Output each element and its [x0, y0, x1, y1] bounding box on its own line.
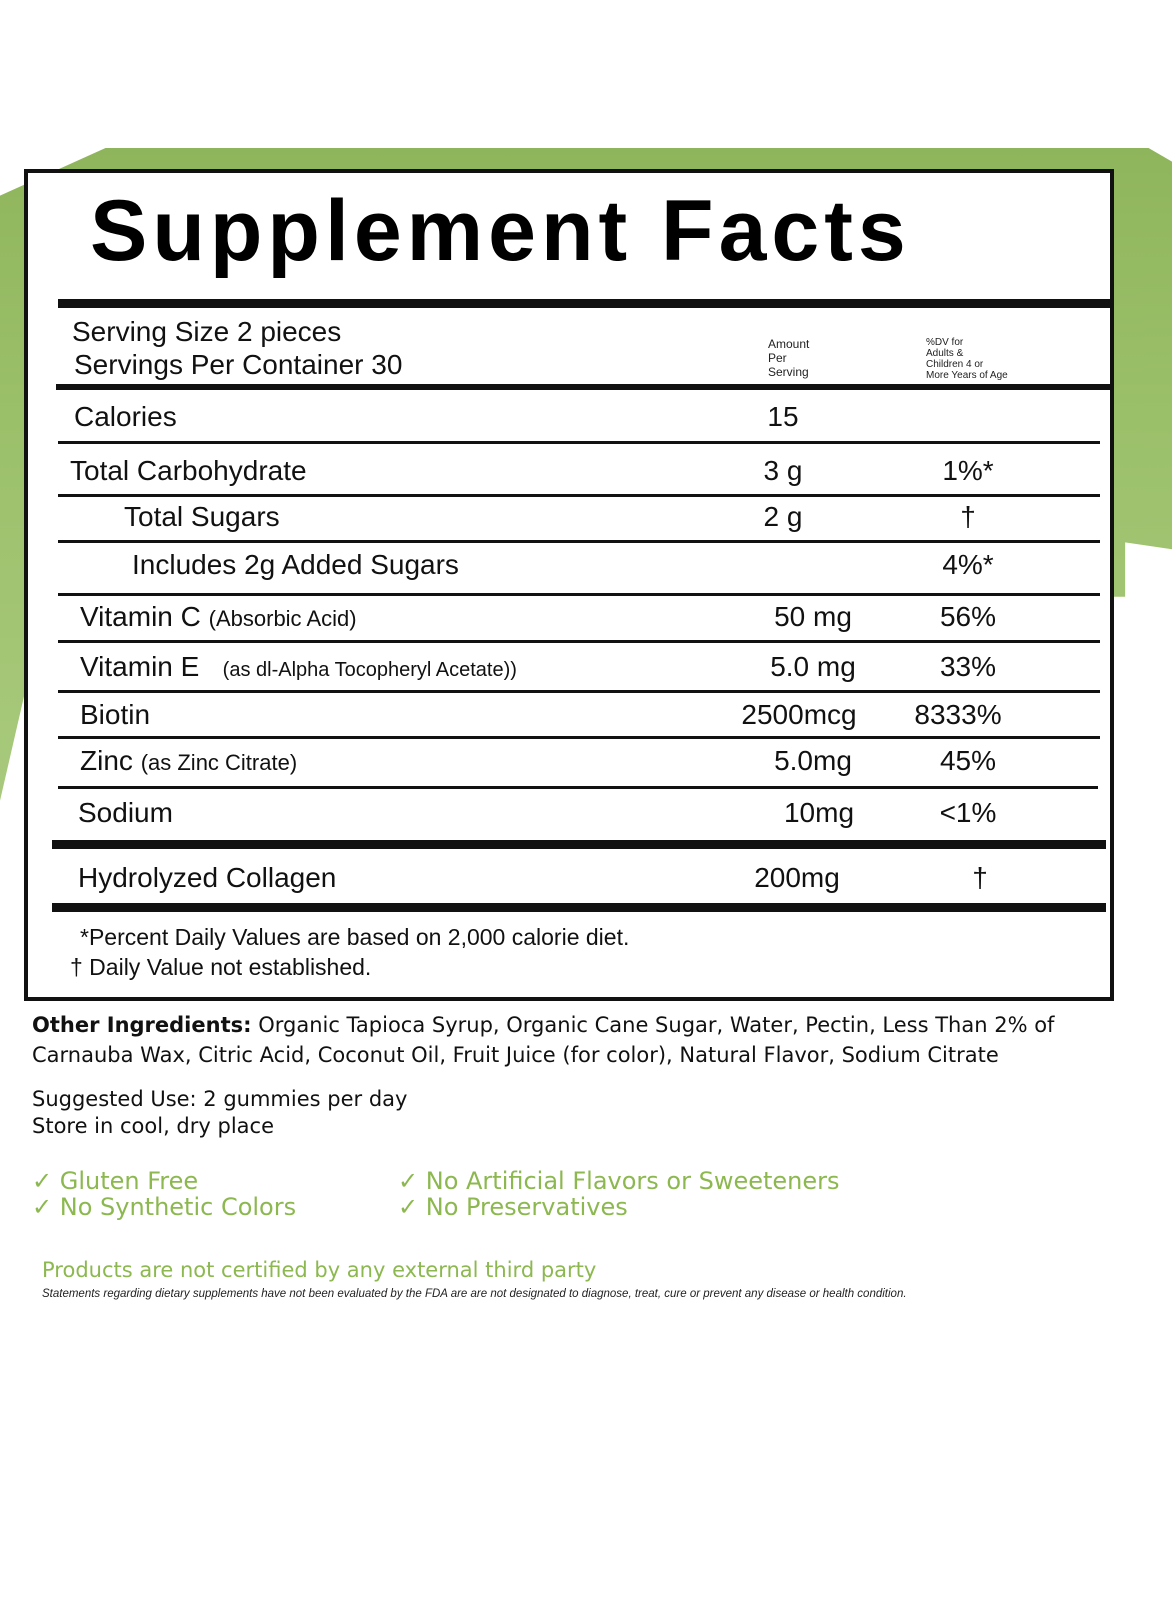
nutrient-amount: 5.0mg	[774, 745, 852, 776]
nutrient-name	[80, 651, 517, 683]
nutrient-name: Sodium	[78, 797, 173, 828]
nutrient-amount: 15	[767, 401, 799, 432]
nutrient-name: Calories	[74, 401, 177, 432]
certification-note: Products are not certified by any external third party	[42, 1258, 597, 1282]
nutrient-row-vitamin-c	[58, 595, 1090, 639]
nutrient-row-total-sugars	[58, 495, 1090, 539]
nutrient-row-total-carbohydrate	[58, 449, 1090, 493]
panel-title: Supplement Facts	[90, 183, 911, 279]
nutrient-name: Total Sugars	[124, 501, 280, 532]
nutrient-name: Biotin	[80, 699, 151, 730]
nutrient-name: Hydrolyzed Collagen	[78, 862, 337, 893]
row-divider	[58, 640, 1100, 643]
nutrient-dv: 33%	[939, 651, 997, 682]
nutrient-row-calories	[58, 395, 1090, 439]
nutrient-name	[80, 745, 297, 777]
thick-rule	[56, 384, 1110, 390]
nutrient-dv: 8333%	[914, 699, 1002, 730]
nutrient-name: Includes 2g Added Sugars	[132, 549, 459, 580]
nutrient-title: Vitamin E	[80, 651, 200, 682]
claim-gluten-free: ✓ Gluten Free	[32, 1167, 199, 1195]
nutrient-amount: 200mg	[754, 862, 840, 893]
claims-right	[398, 1168, 840, 1220]
supplement-facts-panel	[24, 169, 1114, 1001]
other-ingredients-text: Organic Tapioca Syrup, Organic Cane Sugar, Water, Pectin, Less Than 2% of Carnauba Wax, Citric Acid, Coconut Oil, Fruit Juice (for color), Natural Flavor, Sodium Citrate	[32, 1013, 1055, 1067]
footnote-percent-dv: *Percent Daily Values are based on 2,000 calorie diet.	[80, 924, 630, 950]
nutrient-dv: 1%*	[942, 455, 994, 486]
nutrient-source: (Absorbic Acid)	[208, 606, 357, 631]
claims-left	[32, 1168, 296, 1220]
dv-header-1: %DV for	[926, 337, 964, 348]
nutrient-dv: †	[972, 862, 988, 893]
nutrient-amount: 10mg	[783, 797, 855, 828]
claim-no-preservatives: ✓ No Preservatives	[398, 1193, 628, 1221]
dv-header-3: Children 4 or	[926, 359, 984, 370]
suggested-use: Suggested Use: 2 gummies per day	[32, 1087, 408, 1111]
row-divider	[58, 786, 1098, 789]
thick-rule	[52, 903, 1106, 912]
nutrient-row-zinc	[58, 739, 1090, 783]
other-ingredients	[32, 1010, 1142, 1070]
footnote-dagger: † Daily Value not established.	[70, 954, 372, 980]
nutrient-amount: 50 mg	[774, 601, 852, 632]
nutrient-dv: †	[960, 501, 976, 532]
nutrient-dv: 45%	[939, 745, 997, 776]
nutrient-source: (as Zinc Citrate)	[140, 750, 298, 775]
nutrient-row-added-sugars	[58, 543, 1090, 587]
nutrient-name	[80, 601, 357, 633]
dv-header-2: Adults &	[926, 348, 964, 359]
servings-per-container: Servings Per Container 30	[74, 349, 403, 380]
nutrient-row-hydrolyzed-collagen	[58, 856, 1090, 900]
nutrient-amount: 2500mcg	[741, 699, 857, 730]
nutrient-amount: 3 g	[763, 455, 803, 486]
dv-header-4: More Years of Age	[926, 370, 1008, 381]
nutrient-amount: 2 g	[763, 501, 803, 532]
thick-rule	[52, 840, 1106, 849]
fda-disclaimer: Statements regarding dietary supplements have not been evaluated by the FDA are are not designated to diagnose, treat, cure or prevent any disease or health condition.	[42, 1288, 907, 1300]
amount-header-3: Serving	[768, 365, 809, 379]
amount-header-1: Amount	[768, 337, 810, 351]
usage-block	[32, 1086, 1142, 1140]
claim-no-artificial-flavors: ✓ No Artificial Flavors or Sweeteners	[398, 1167, 840, 1195]
nutrient-source: (as dl-Alpha Tocopheryl Acetate))	[222, 659, 517, 681]
nutrient-title: Zinc	[80, 745, 133, 776]
other-ingredients-label: Other Ingredients:	[32, 1013, 252, 1037]
nutrient-dv: 56%	[939, 601, 997, 632]
nutrient-dv: <1%	[939, 797, 997, 828]
nutrient-title: Vitamin C	[80, 601, 201, 632]
nutrient-amount: 5.0 mg	[770, 651, 856, 682]
amount-header-2: Per	[768, 351, 787, 365]
thick-rule	[58, 299, 1114, 308]
storage-instructions: Store in cool, dry place	[32, 1114, 274, 1138]
serving-size: Serving Size 2 pieces	[72, 316, 342, 347]
nutrient-row-sodium	[58, 791, 1090, 835]
claim-no-synthetic-colors: ✓ No Synthetic Colors	[32, 1193, 297, 1221]
nutrient-row-biotin	[58, 693, 1090, 737]
nutrient-name: Total Carbohydrate	[70, 455, 307, 486]
row-divider	[58, 441, 1100, 444]
nutrient-row-vitamin-e	[58, 645, 1090, 689]
nutrient-dv: 4%*	[942, 549, 994, 580]
